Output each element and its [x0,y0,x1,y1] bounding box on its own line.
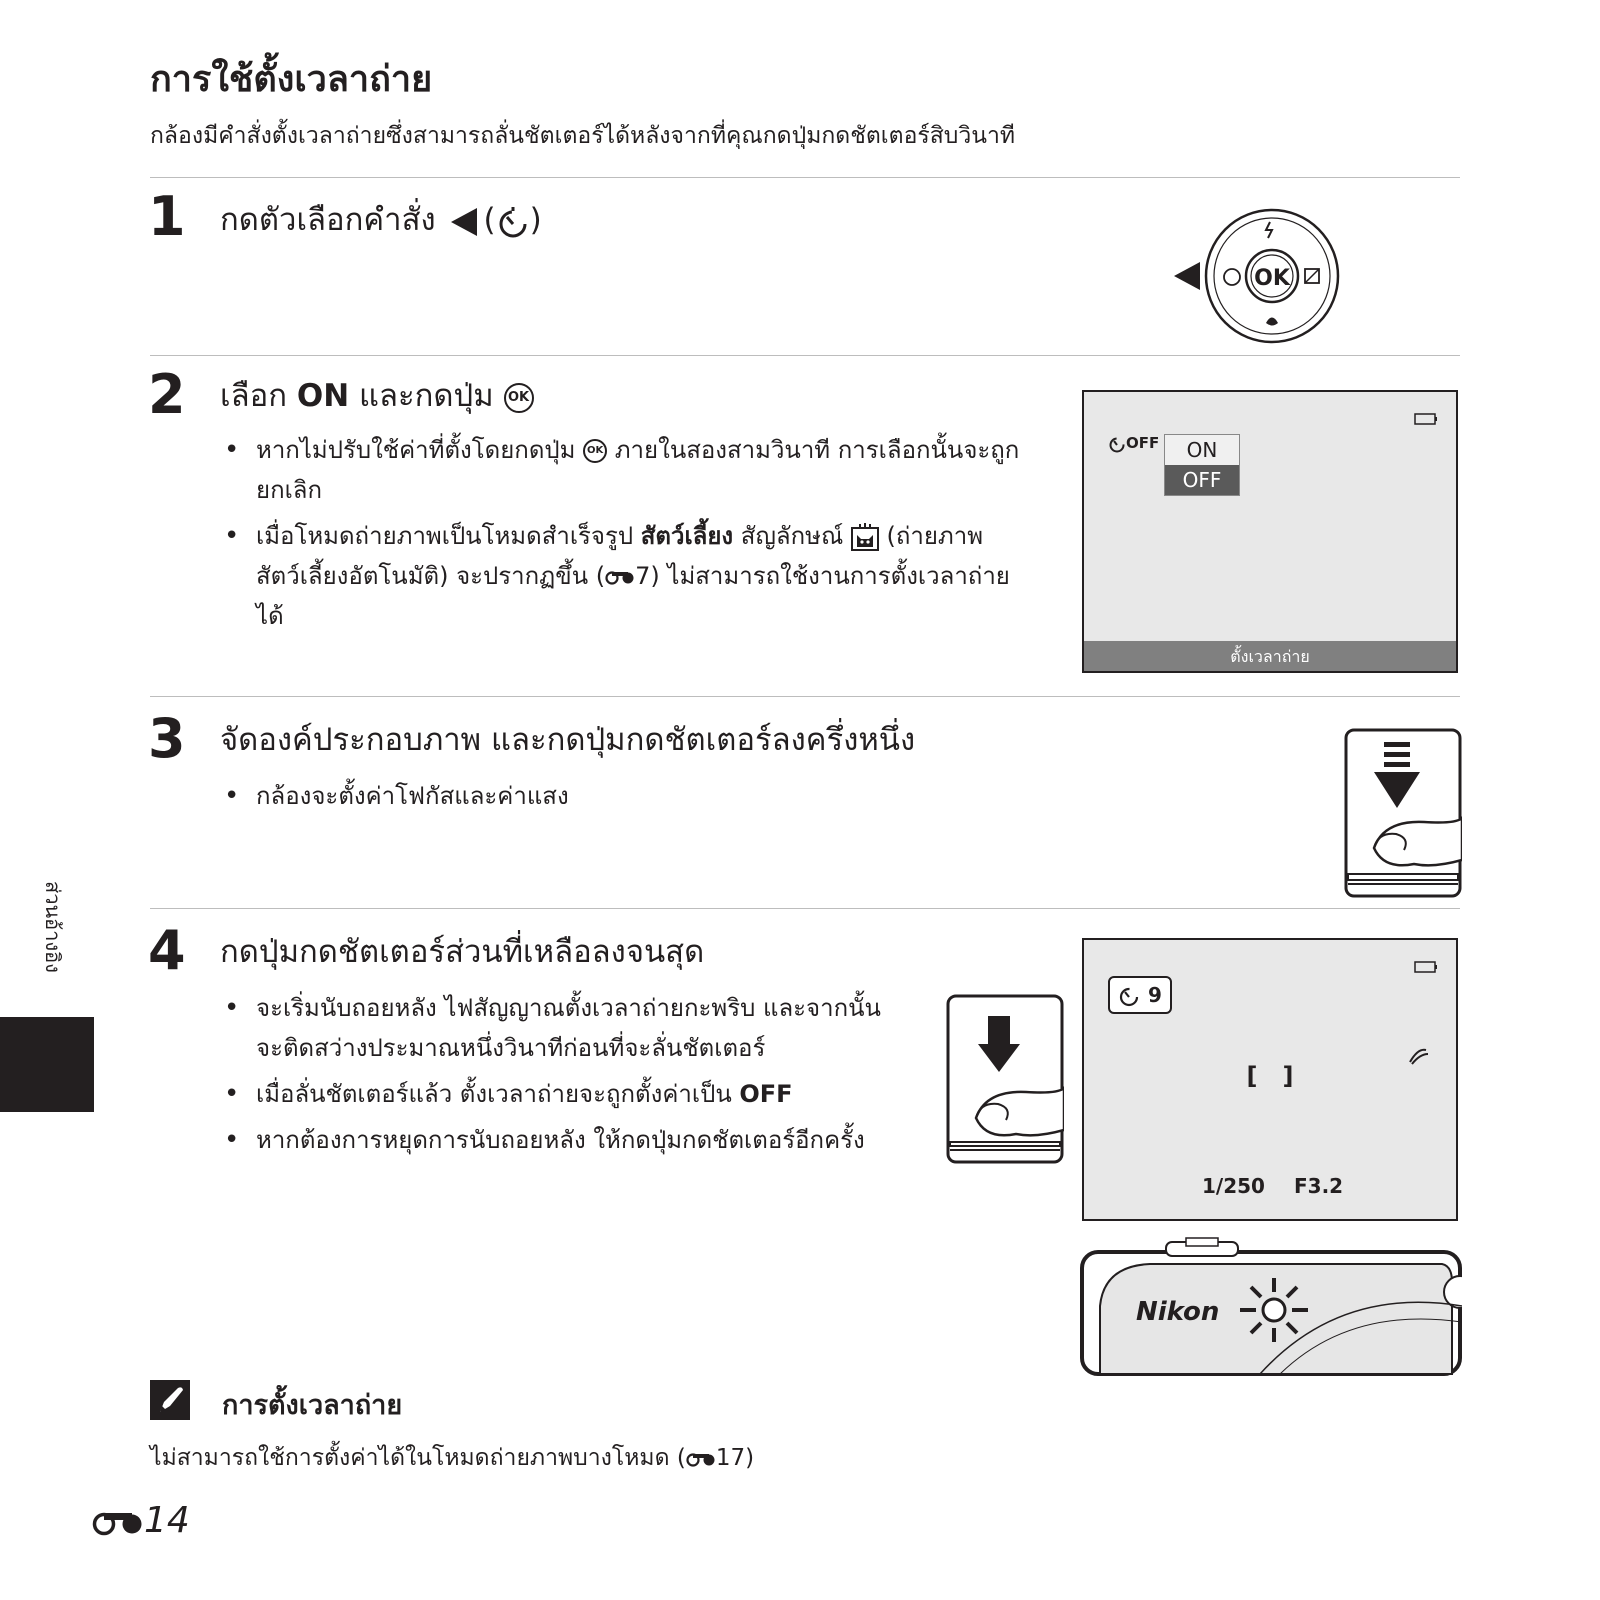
step-2-number: 2 [148,363,186,426]
step-2-title-pre: เลือก [220,378,287,414]
left-arrow-icon [451,208,477,236]
bullet-text: เมื่อโหมดถ่ายภาพเป็นโหมดสำเร็จรูป [256,522,634,550]
ok-button-icon: OK [583,439,607,463]
step-1-number: 1 [148,185,186,248]
divider [150,355,1460,356]
paren-open: ( [483,202,496,238]
ok-label: OK [1254,266,1290,291]
step-3-bullets [222,776,1022,822]
bullet-text: เมื่อลั่นชัตเตอร์แล้ว ตั้งเวลาถ่ายจะถูกตั้งค่าเป็น [256,1080,732,1108]
menu-option-on[interactable]: ON [1165,435,1239,465]
camera-screen-menu [1082,390,1458,673]
timer-off-label: OFF [1126,434,1160,452]
menu-option-off[interactable]: OFF [1165,465,1239,495]
screen-footer: ตั้งเวลาถ่าย [1084,641,1456,671]
note-reference-number: 17 [715,1445,746,1471]
section-side-label [33,862,73,992]
step-4-title: กดปุ่มกดชัตเตอร์ส่วนที่เหลือลงจนสุด [220,934,705,970]
page-number-text: 14 [144,1500,190,1541]
battery-icon [1414,412,1438,426]
focus-area-bracket: [ ] [1246,1062,1294,1090]
bullet-text: ) ไม่สามารถใช้งานการตั้งเวลาถ่ายได้ [256,562,1010,630]
self-timer-icon [1118,985,1140,1007]
pet-portrait-icon [851,523,879,551]
on-off-menu [1164,434,1240,496]
camera-screen-countdown [1082,938,1458,1221]
list-item [222,430,1022,510]
divider [150,696,1460,697]
step-2-title-post: และกดปุ่ม [359,378,494,414]
self-timer-icon [1108,435,1126,453]
bullet-text: ภายในสองสามวินาที การเลือกนั้นจะถูกยกเลิก [256,436,1020,504]
step-1-title [220,202,542,239]
step-2-title [220,378,534,415]
reference-section-icon [605,569,635,585]
bullet-bold: OFF [739,1080,793,1108]
bullet-bold: สัตว์เลี้ยง [640,522,734,550]
intro-text: กล้องมีคำสั่งตั้งเวลาถ่ายซึ่งสามารถลั่นชัตเตอร์ได้หลังจากที่คุณกดปุ่มกดชัตเตอร์สิบวินาที [150,123,1016,149]
bullet-text: (ถ่ายภาพสัตว์เลี้ยงอัตโนมัติ) จะปรากฏขึ้น ( [256,522,984,590]
step-3-number: 3 [148,707,186,770]
countdown-badge [1108,976,1172,1014]
ok-button-icon: OK [504,383,534,413]
step-1-title-text: กดตัวเลือกคำสั่ง [220,202,436,238]
page-title: การใช้ตั้งเวลาถ่าย [150,59,433,100]
reference-section-icon [92,1508,144,1536]
bullet-text: หากไม่ปรับใช้ค่าที่ตั้งโดยกดปุ่ม [256,436,576,464]
list-item: • จะเริ่มนับถอยหลัง ไฟสัญญาณตั้งเวลาถ่ายกะพริบ และจากนั้นจะติดสว่างประมาณหนึ่งวินาทีก่อนที่จะลั่นชัตเตอร์ [222,988,882,1068]
note-text-post: ) [745,1445,755,1471]
section-tab-marker [0,1017,94,1112]
battery-icon [1414,960,1438,974]
side-label-text: ส่วนอ้างอิง [41,881,65,973]
divider [150,908,1460,909]
step-2-bullets [222,430,1022,642]
note-pencil-icon [150,1380,190,1420]
step-4-bullets [222,988,882,1166]
list-item [222,1074,882,1114]
countdown-seconds: 9 [1148,983,1162,1007]
list-item: • กล้องจะตั้งค่าโฟกัสและค่าแสง [222,776,1022,816]
self-timer-off-indicator [1108,434,1159,453]
paren-close: ) [529,202,542,238]
step-3-title: จัดองค์ประกอบภาพ และกดปุ่มกดชัตเตอร์ลงครึ่งหนึ่ง [220,722,916,758]
note-title: การตั้งเวลาถ่าย [222,1390,403,1421]
note-text-pre: ไม่สามารถใช้การตั้งค่าได้ในโหมดถ่ายภาพบางโหมด ( [150,1445,686,1471]
left-arrow-icon [1174,262,1200,290]
reference-number: 7 [635,562,651,590]
camera-self-timer-lamp-illustration [1080,1236,1462,1376]
page-number [92,1500,190,1541]
list-item: • หากต้องการหยุดการนับถอยหลัง ให้กดปุ่มกดชัตเตอร์อีกครั้ง [222,1120,882,1160]
reference-section-icon [686,1451,716,1467]
step-4-number: 4 [148,919,186,982]
aperture-value: F3.2 [1294,1174,1344,1198]
shutter-speed: 1/250 [1202,1174,1265,1198]
list-item [222,516,1022,636]
note-text [150,1440,754,1476]
multi-selector-dial [1172,206,1342,346]
shutter-half-press-illustration [1344,728,1462,898]
self-timer-icon [496,205,530,239]
bullet-text: สัญลักษณ์ [740,522,844,550]
step-2-title-bold: ON [296,378,350,414]
divider [150,177,1460,178]
shutter-full-press-illustration [946,994,1064,1164]
nikon-logo: Nikon [1136,1297,1220,1327]
